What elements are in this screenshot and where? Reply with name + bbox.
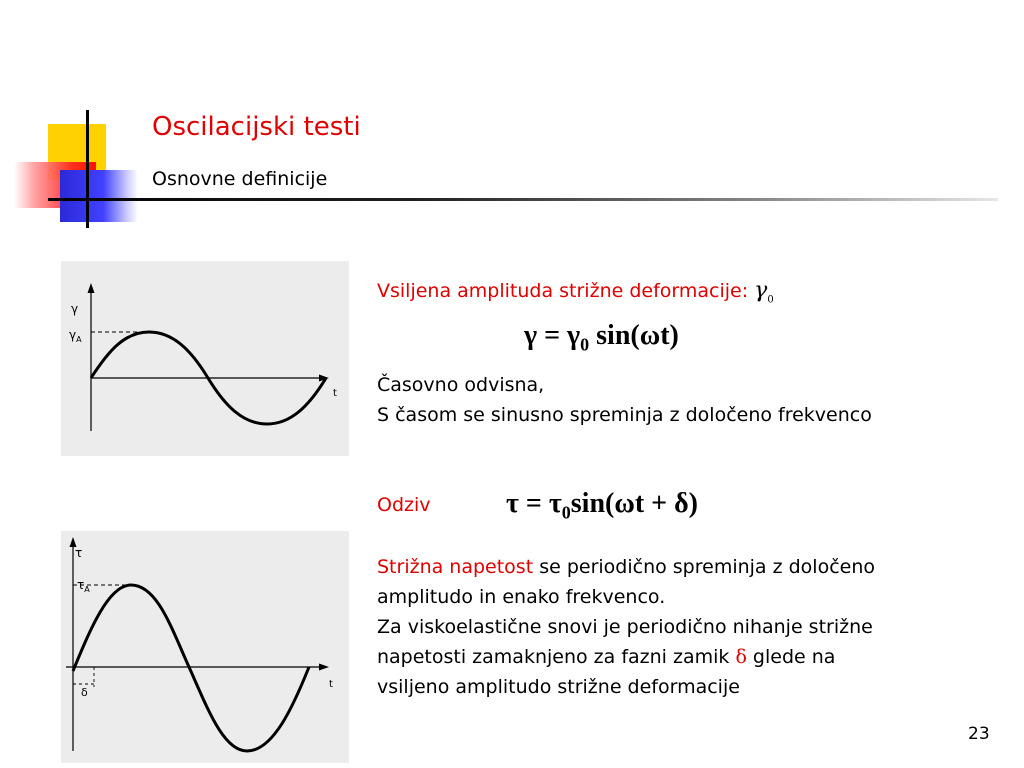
- stress-graph-panel: [61, 531, 349, 763]
- response-label: Odziv: [377, 494, 431, 516]
- gamma0-symbol: $\gamma_0$: [754, 278, 774, 306]
- stress-y-label: τ: [75, 546, 83, 560]
- stress-graph: [61, 531, 349, 763]
- strain-x-label: t: [333, 388, 337, 399]
- time-line-1: Časovno odvisna,: [377, 374, 545, 396]
- visco-line-3: vsiljeno amplitudo strižne deformacije: [377, 676, 740, 698]
- visco-line-2: napetosti zamaknjeno za fazni zamik δ glede na: [377, 646, 836, 668]
- logo-blue-square: [60, 170, 138, 222]
- strain-heading-text: Vsiljena amplituda strižne deformacije:: [377, 280, 749, 302]
- stress-phase-label: δ: [81, 686, 88, 699]
- title-divider-line: [48, 198, 998, 201]
- strain-equation: $\gamma = \gamma_0$ sin(ωt): [524, 320, 679, 355]
- stress-line-2: amplitudo in enako frekvenco.: [377, 586, 666, 608]
- stress-line-1: Strižna napetost se periodično spreminja z določeno: [377, 556, 876, 578]
- slide-subtitle: Osnovne definicije: [152, 168, 328, 190]
- logo-vertical-line: [86, 110, 89, 228]
- stress-x-label: t: [329, 679, 333, 690]
- stress-sine-curve: [73, 585, 309, 751]
- slide-title: Oscilacijski testi: [152, 112, 361, 142]
- stress-equation: $\tau = \tau_0\sin(\omega t + \delta)$: [506, 488, 698, 523]
- stress-amplitude-label: $\tau_A$: [77, 578, 90, 594]
- page-number: 23: [968, 724, 990, 744]
- stress-description: [377, 552, 997, 702]
- strain-graph-panel: [61, 261, 349, 456]
- strain-graph: [61, 261, 349, 456]
- strain-y-label: γ: [71, 302, 79, 316]
- stress-x-arrow: [319, 664, 329, 671]
- strain-y-arrow: [88, 283, 95, 293]
- strain-amplitude-label: $\gamma_A$: [69, 328, 82, 344]
- visco-line-1: Za viskoelastične snovi je periodično nihanje strižne: [377, 616, 873, 638]
- strain-amplitude-heading: [377, 278, 774, 305]
- time-dependence-text: [377, 370, 997, 430]
- time-line-2: S časom se sinusno spreminja z določeno frekvenco: [377, 404, 872, 426]
